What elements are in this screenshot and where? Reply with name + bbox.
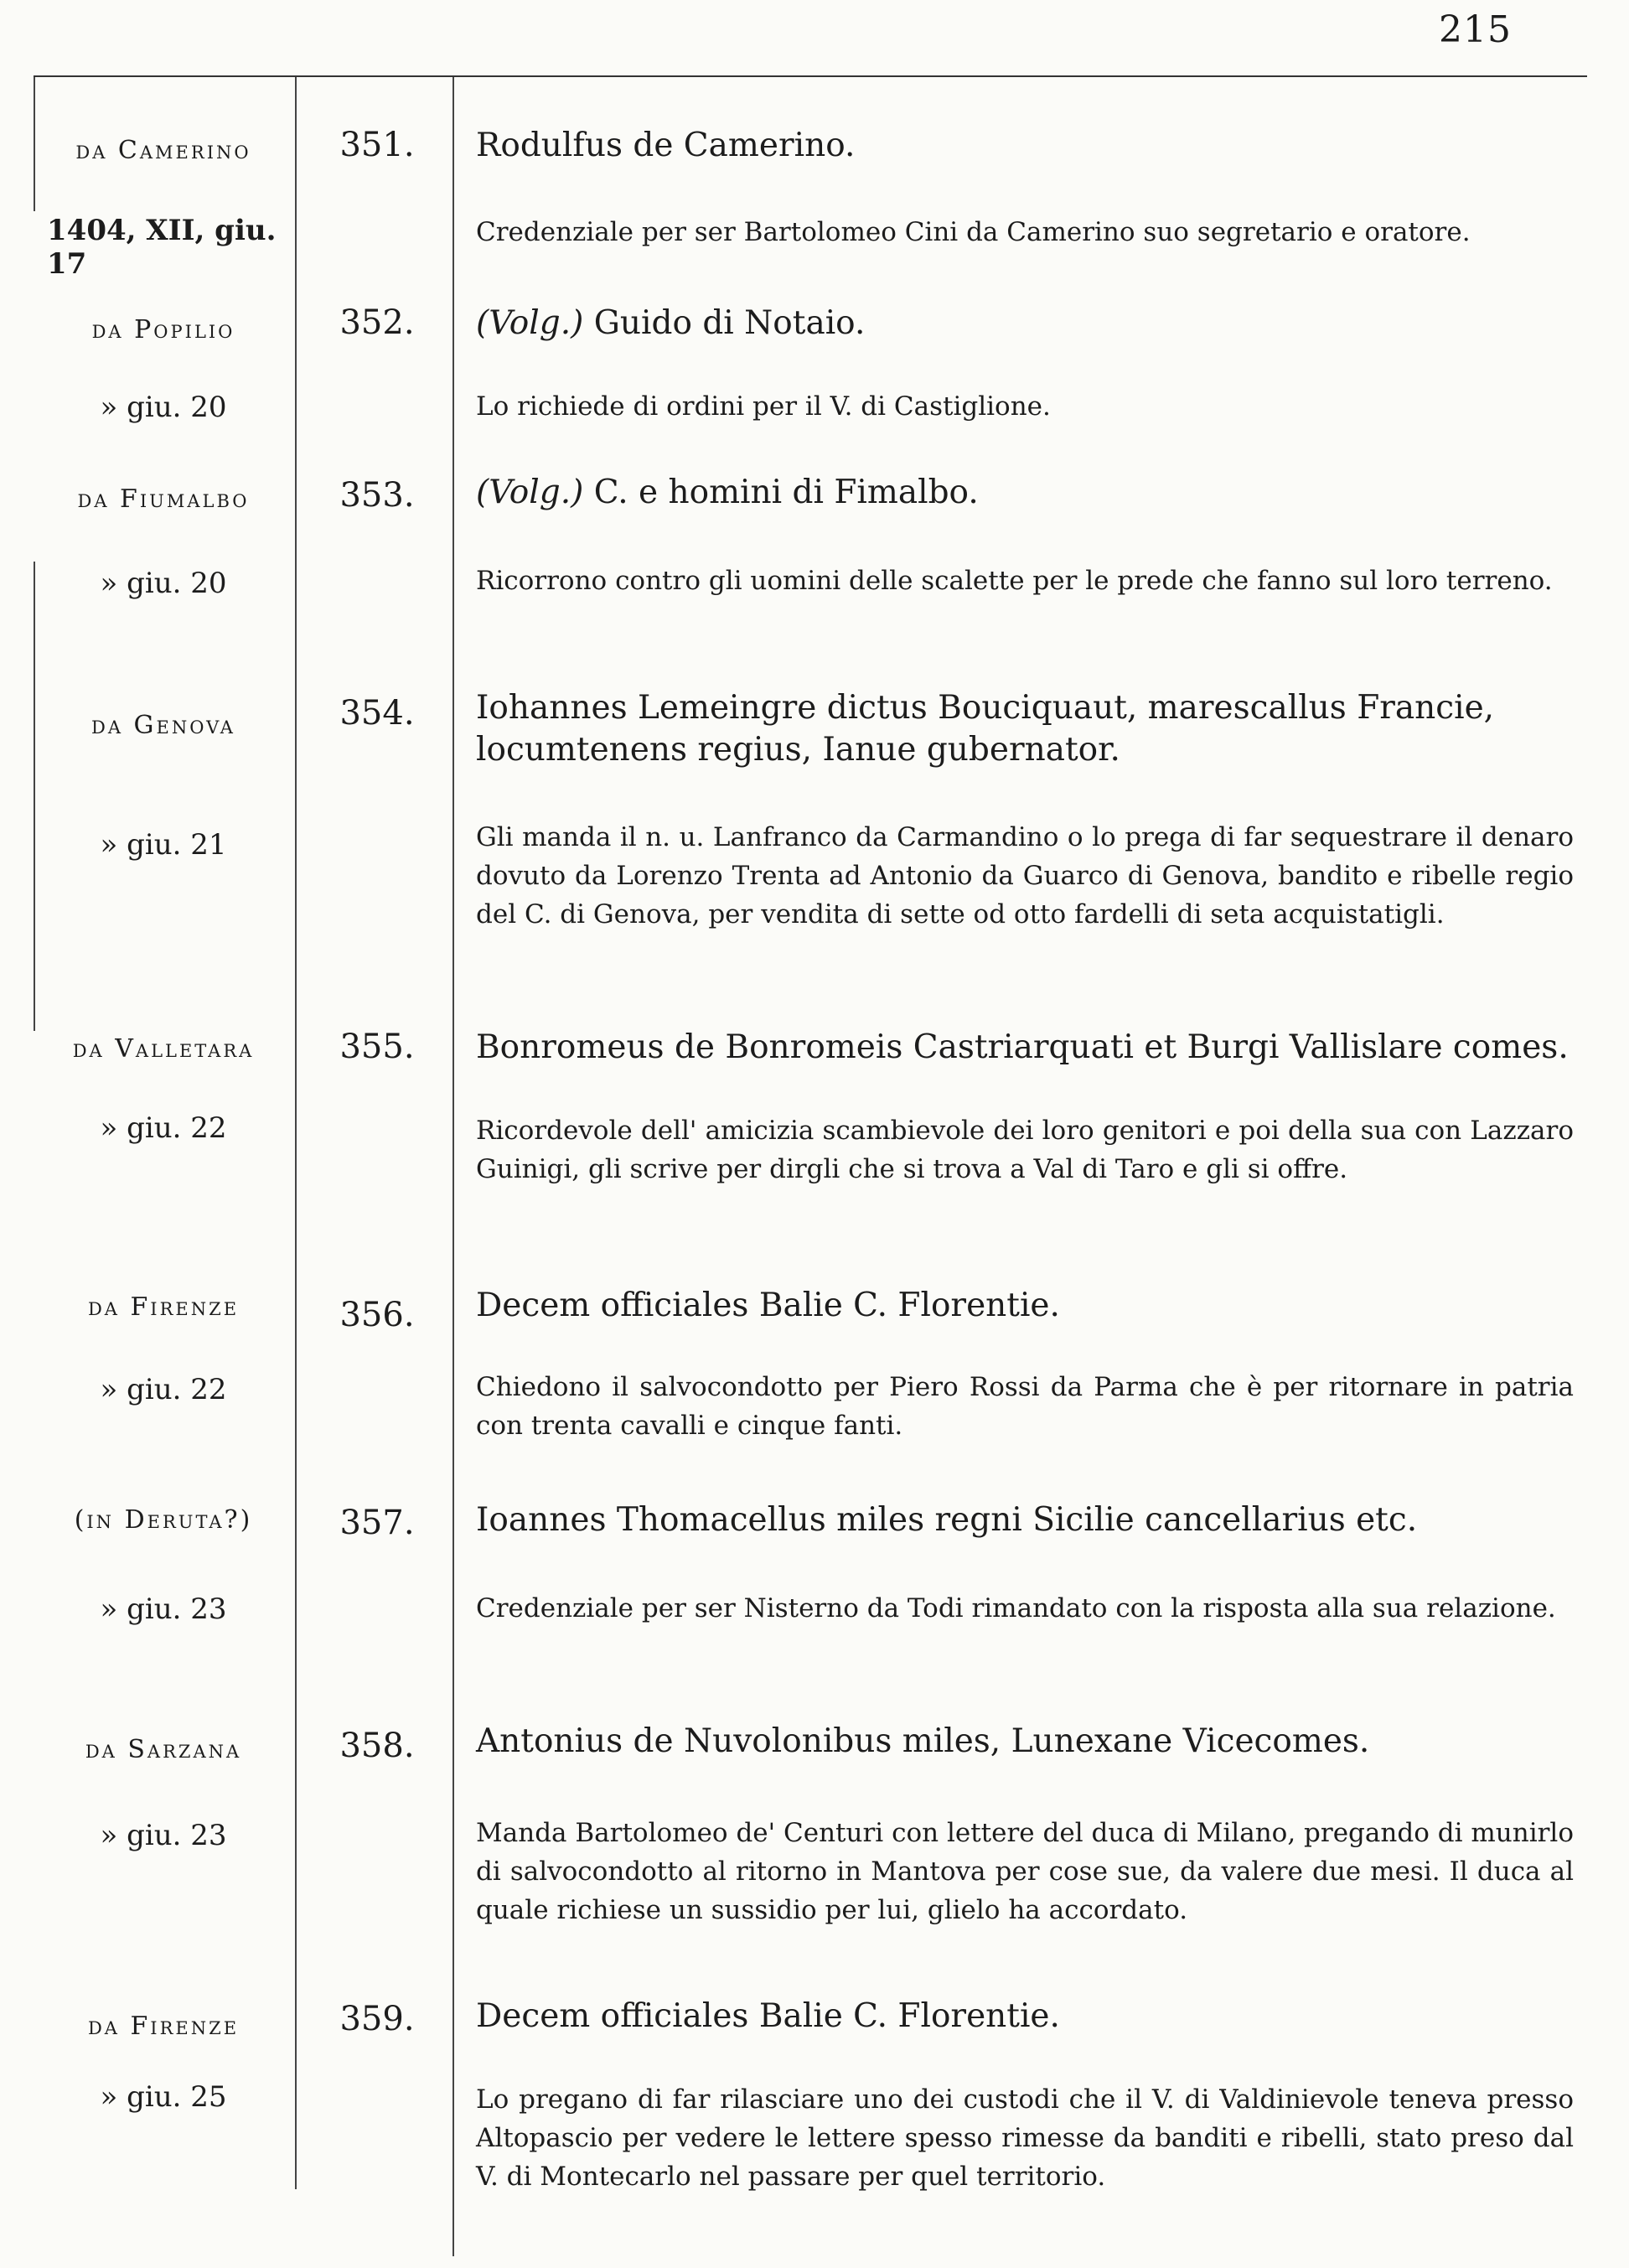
entry-date: » giu. 23: [100, 1819, 227, 1852]
entry-number: 356.: [339, 1296, 415, 1334]
column-rule-number: [452, 77, 454, 2256]
entry-sender: [476, 473, 1574, 513]
entry-summary: Chiedono il salvocondotto per Piero Rossi da Parma che è per ritornare in patria con trenta cavalli e cinque fanti.: [476, 1372, 1574, 1441]
entry-sender: Iohannes Lemeingre dictus Bouciquaut, marescallus Francie, locumtenens regius, Ianue gubernator.: [476, 689, 1495, 769]
entry-number: 352.: [339, 303, 415, 342]
entry-date: » giu. 23: [100, 1592, 227, 1626]
entry-sender: Decem officiales Balie C. Florentie.: [476, 1997, 1060, 2035]
entry-summary: Ricorrono contro gli uomini delle scalette per le prede che fanno sul loro terreno.: [476, 566, 1553, 596]
entry-date: » giu. 21: [100, 828, 227, 862]
entry-summary: Manda Bartolomeo de' Centuri con lettere del duca di Milano, pregando di munirlo di salvocondotto al ritorno in Mantova per cose sue, da valere due mesi. Il duca al quale richiese un sussidio per lui, glielo ha accordato.: [476, 1818, 1574, 1925]
entry-number: 351.: [339, 126, 415, 164]
entry-date: » giu. 20: [100, 391, 227, 424]
entry-place: da Firenze: [87, 1292, 240, 1322]
entry-summary: Ricordevole dell' amicizia scambievole dei loro genitori e poi della sua con Lazzaro Guinigi, gli scrive per dirgli che si trova a Val di Taro e gli si offre.: [476, 1116, 1574, 1184]
top-rule: [34, 75, 1587, 77]
entry-date: » giu. 20: [100, 567, 227, 600]
entry-place: da Genova: [91, 711, 235, 740]
entry-summary: Credenziale per ser Bartolomeo Cini da Camerino suo segretario e oratore.: [476, 217, 1471, 247]
entry-place: da Camerino: [75, 136, 251, 165]
entry-date: » giu. 25: [100, 2080, 227, 2114]
entry-number: 358.: [339, 1727, 415, 1765]
entry-date: 1404, XII, giu. 17: [47, 214, 277, 281]
entry-place: da Fiumalbo: [77, 484, 250, 514]
entry-summary: Credenziale per ser Nisterno da Todi rimandato con la risposta alla sua relazione.: [476, 1593, 1556, 1623]
entry-number: 359.: [339, 2000, 415, 2038]
sender-name: C. e homini di Fimalbo.: [593, 474, 979, 511]
entry-summary: Gli manda il n. u. Lanfranco da Carmandino o lo prega di far sequestrare il denaro dovuto da Lorenzo Trenta ad Antonio da Guarco di Genova, bandito e ribelle regio del C. di Genova, per vendita di sette od otto fardelli di seta acquistatigli.: [476, 822, 1574, 929]
entry-number: 355.: [339, 1028, 415, 1066]
entry-sender: Ioannes Thomacellus miles regni Sicilie cancellarius etc.: [476, 1501, 1418, 1539]
entry-date: » giu. 22: [100, 1111, 227, 1145]
column-rule-left-2: [34, 562, 35, 1031]
sender-name: Guido di Notaio.: [593, 304, 866, 342]
entry-sender: Antonius de Nuvolonibus miles, Lunexane Vicecomes.: [476, 1722, 1370, 1760]
sender-prefix: (Volg.): [476, 304, 584, 342]
page-number: 215: [1439, 8, 1512, 51]
entry-number: 357.: [339, 1504, 415, 1542]
entry-place: da Popilio: [91, 315, 235, 344]
entry-summary: Lo richiede di ordini per il V. di Castiglione.: [476, 391, 1051, 422]
entry-place: da Firenze: [87, 2012, 240, 2041]
entry-sender: Rodulfus de Camerino.: [476, 127, 856, 164]
entry-summary: Lo pregano di far rilasciare uno dei custodi che il V. di Valdinievole teneva presso Altopascio per vedere le lettere spesso rimesse da banditi e ribelli, stato preso dal V. di Montecarlo nel passare per quel territorio.: [476, 2084, 1574, 2192]
entry-place: (in Deruta?): [74, 1505, 253, 1535]
entry-place: da Valletara: [72, 1034, 255, 1064]
entry-number: 354.: [339, 694, 415, 733]
entry-sender: [476, 303, 1574, 344]
entry-sender: Bonromeus de Bonromeis Castriarquati et Burgi Vallislare comes.: [476, 1028, 1569, 1066]
sender-prefix: (Volg.): [476, 474, 584, 511]
entry-place: da Sarzana: [85, 1735, 242, 1764]
entry-date: » giu. 22: [100, 1373, 227, 1406]
column-rule-date: [295, 77, 297, 2189]
entry-number: 353.: [339, 476, 415, 515]
entry-sender: Decem officiales Balie C. Florentie.: [476, 1287, 1060, 1324]
